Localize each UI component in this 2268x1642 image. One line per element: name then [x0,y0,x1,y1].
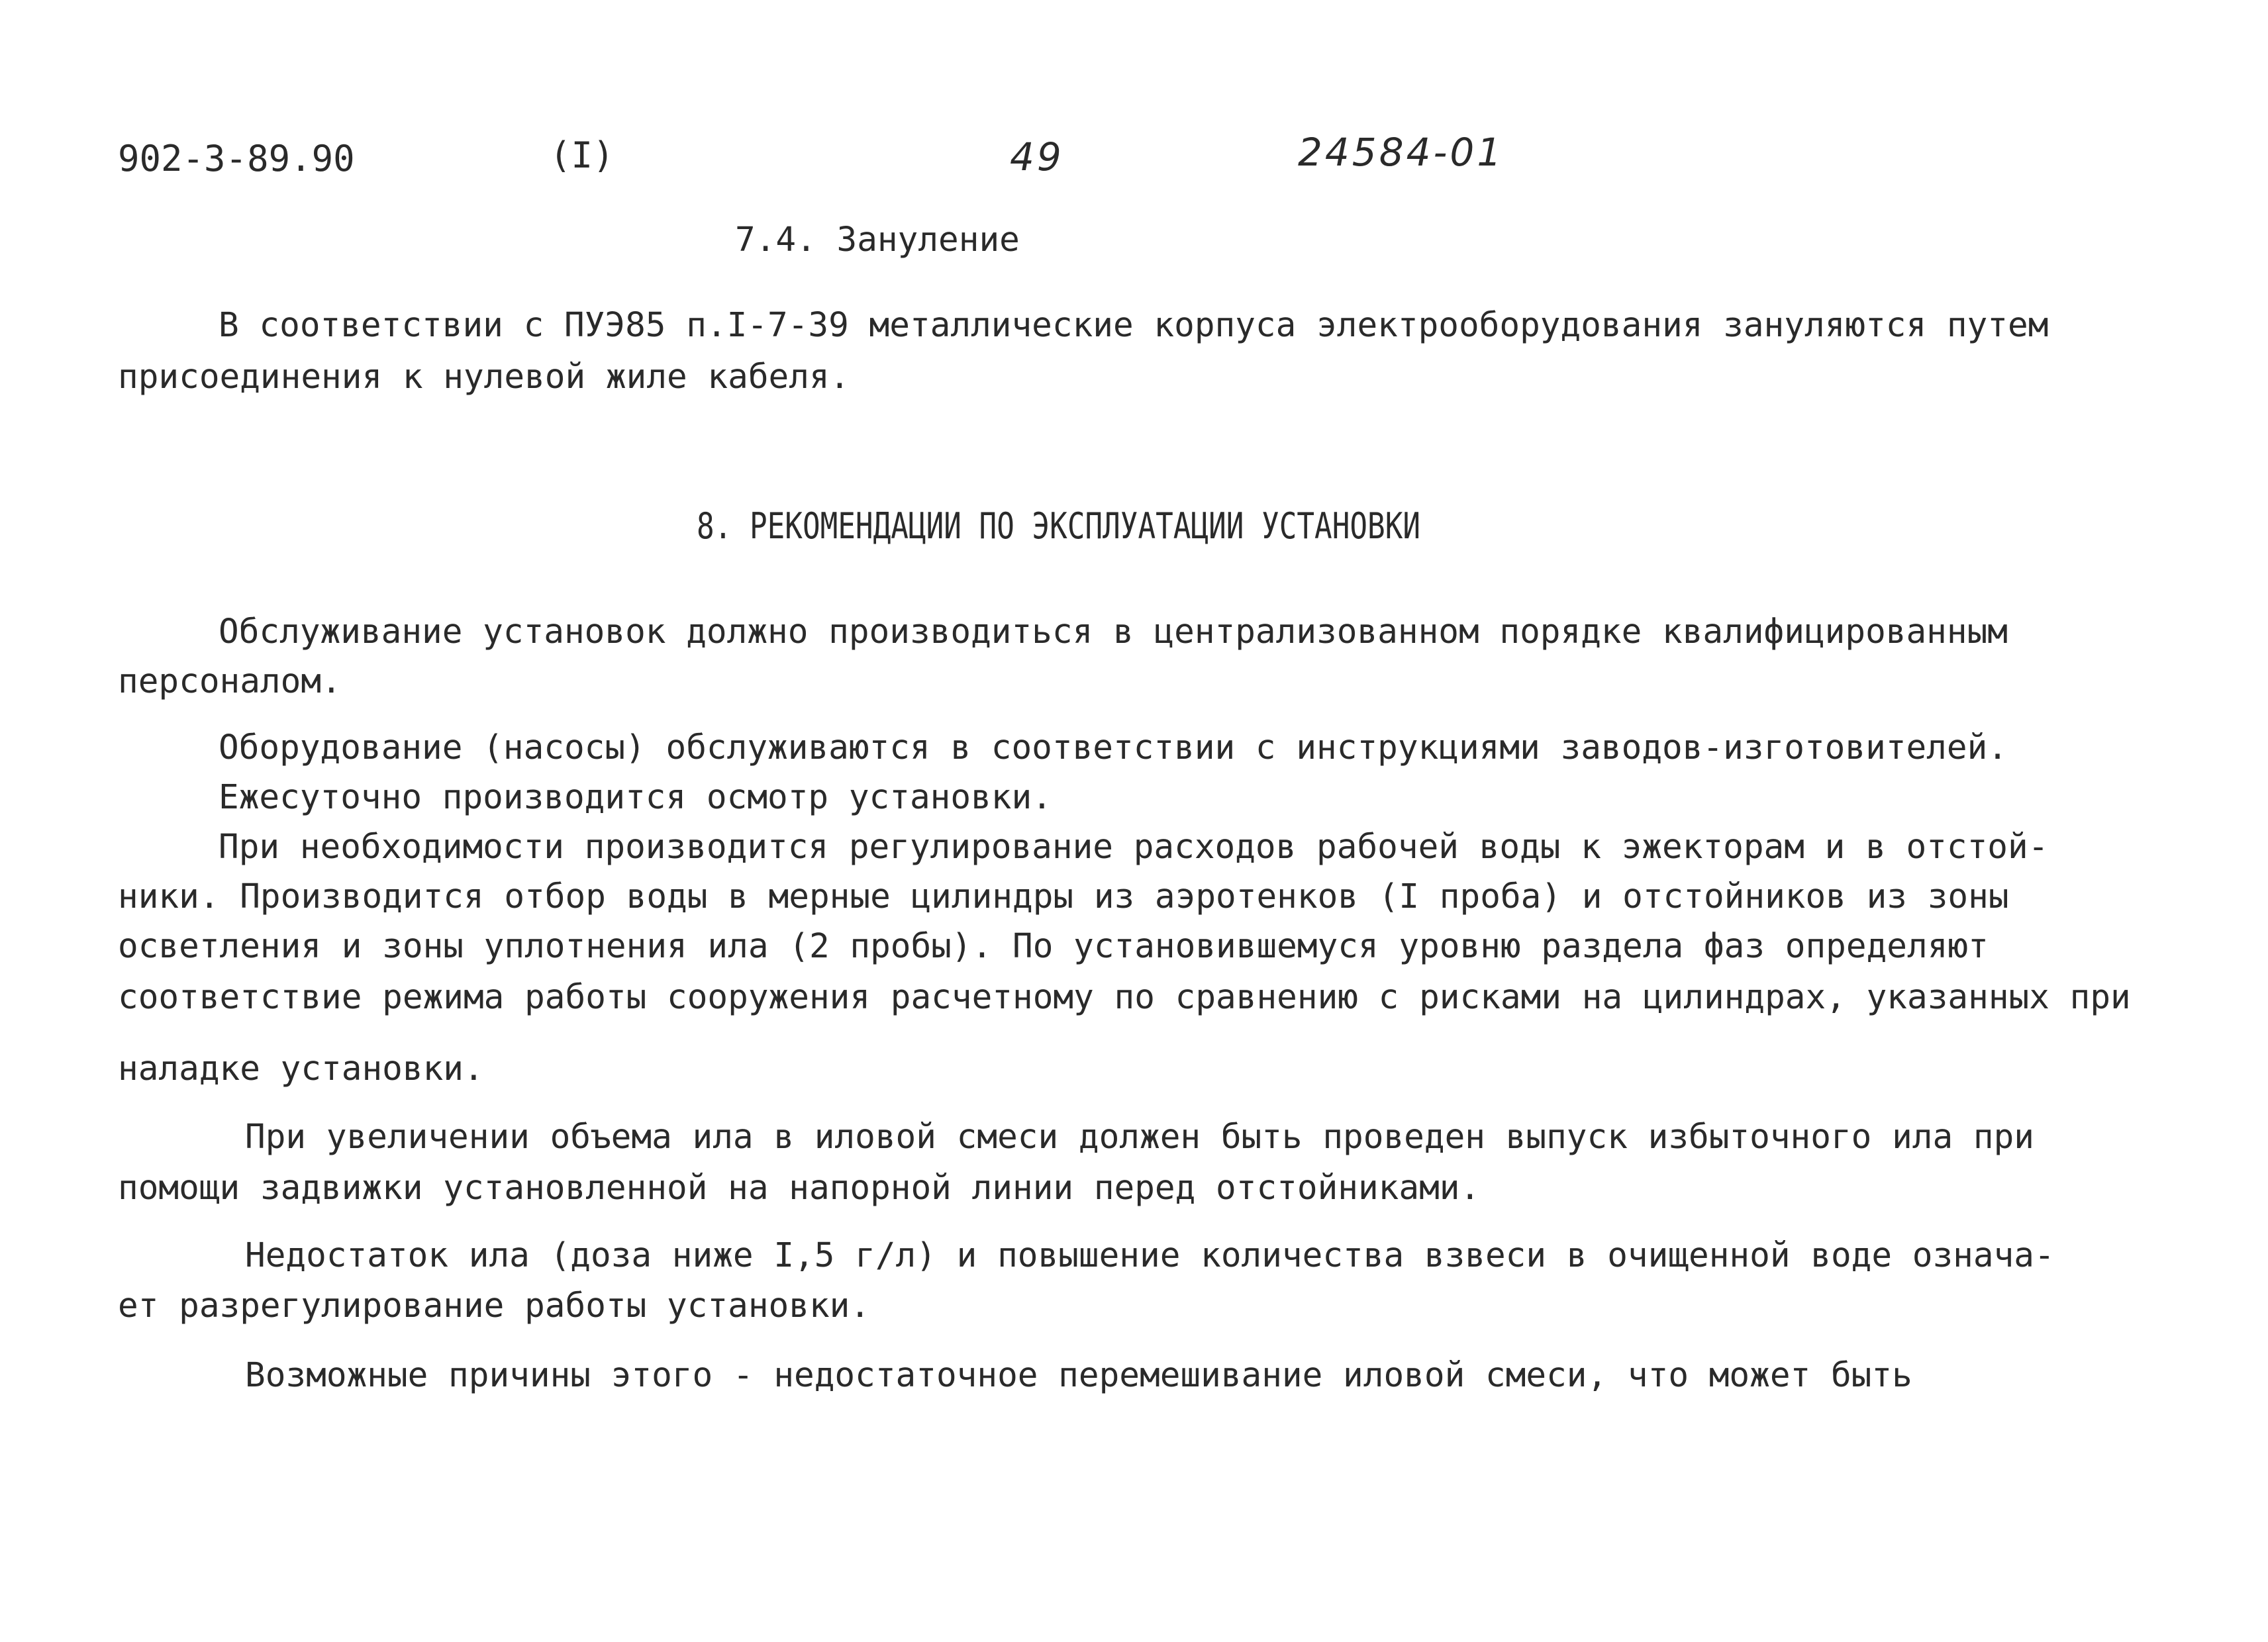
p4-line-4: соответствие режима работы сооружения расчетному по сравнению с рисками на цилиндрах, указанных при [118,978,2131,1017]
inventory-number: 24584-01 [1298,130,1504,175]
p6-line-1: Недостаток ила (доза ниже I,5 г/л) и повышение количества взвеси в очищенной воде означа- [245,1236,2055,1275]
p4-line-2: ники. Производится отбор воды в мерные цилиндры из аэротенков (I проба) и отстойников из зоны [118,877,2009,916]
p3-line: Ежесуточно производится осмотр установки. [219,778,1052,817]
p7-line-1: Возможные причины этого - недостаточное перемешивание иловой смеси, что может быть [245,1356,1912,1395]
volume-number: (I) [550,134,615,176]
p4-line-3: осветления и зоны уплотнения ила (2 пробы). По установившемуся уровню раздела фаз определяют [118,927,1989,966]
p5-line-1: При увеличении объема ила в иловой смеси должен быть проведен выпуск избыточного ила при [245,1118,2035,1157]
page-number: 49 [1010,134,1064,179]
doc-code: 902-3-89.90 [118,138,355,179]
section-8-title: 8. РЕКОМЕНДАЦИИ ПО ЭКСПЛУАТАЦИИ УСТАНОВКИ [697,505,1421,547]
p1-line-2: персоналом. [118,662,342,701]
section-7-4-line-1: В соответствии с ПУЭ85 п.I-7-39 металлические корпуса электрооборудования зануляются путем [219,306,2049,345]
p5-line-2: помощи задвижки установленной на напорной линии перед отстойниками. [118,1169,1481,1208]
p4-line-1: При необходимости производится регулирование расходов рабочей воды к эжекторам и в отстой- [219,828,2049,867]
section-7-4-line-2: присоединения к нулевой жиле кабеля. [118,358,850,397]
p2-line: Оборудование (насосы) обслуживаются в соответствии с инструкциями заводов-изготовителей. [219,728,2008,767]
p1-line-1: Обслуживание установок должно производиться в централизованном порядке квалифицированным [219,612,2008,652]
p4-line-5: наладке установки. [118,1049,484,1088]
p6-line-2: ет разрегулирование работы установки. [118,1286,871,1326]
section-7-4-title: 7.4. Зануление [735,220,1020,260]
